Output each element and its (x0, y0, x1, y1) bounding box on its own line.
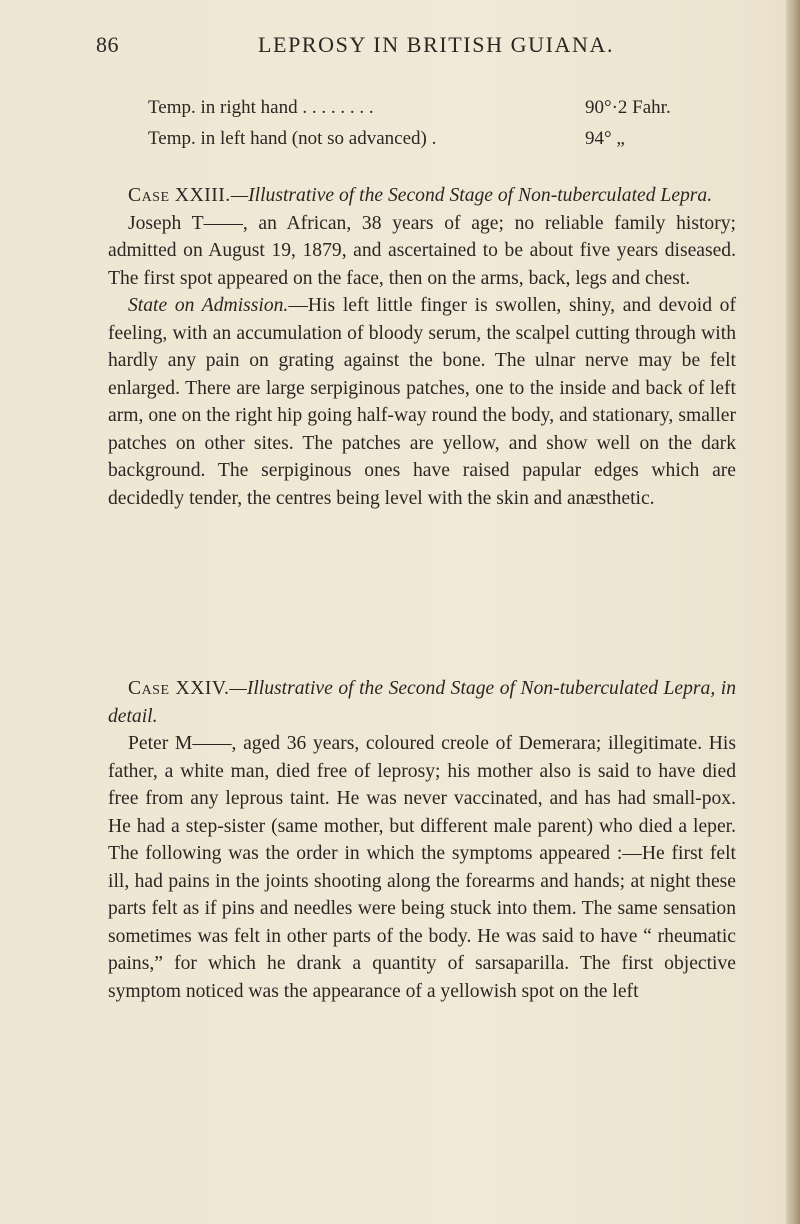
running-title: LEPROSY IN BRITISH GUIANA. (258, 32, 615, 57)
temp-value: 90°·2 Fahr. (585, 97, 671, 118)
case-title: —Illustrative of the Second Stage of Non-tuberculated Lepra, in detail. (108, 678, 736, 727)
temp-row-right (148, 92, 708, 123)
case-xxiii (108, 182, 736, 512)
case-intro-paragraph: Joseph T——, an African, 38 years of age; no reliable family history; admitted on August 19, 1879, and ascertained to be about five years diseased. The first spot appeared on the face, then on the arms, back, legs and chest. (108, 212, 736, 289)
temperature-table (148, 92, 708, 154)
case-intro-paragraph: Peter M——, aged 36 years, coloured creole of Demerara; illegitimate. His father, a white man, died free of leprosy; his mother also is said to have died free from any leprous taint. He was never vaccinated, and has had small-pox. He had a step-sister (same mother, but different male parent) who died a leper. The following was the order in which the symptoms appeared :—He first felt ill, had pains in the joints shooting along the forearms and hands; at night these parts felt as if pins and needles were being stuck into them. The same sensation sometimes was felt in other parts of the body. He was said to have “ rheumatic pains,” for which he drank a quantity of sarsaparilla. The first objective symptom noticed was the appearance of a yellowish spot on the left (108, 733, 736, 1002)
case-heading (108, 182, 736, 210)
temp-value: 94° „ (585, 128, 625, 149)
state-label: State on Admission. (128, 295, 289, 316)
temp-label: Temp. in left hand (not so advanced) . (148, 128, 437, 149)
temp-row-left (148, 123, 708, 154)
temp-label: Temp. in right hand . . . . . . . . (148, 97, 374, 118)
case-title: —Illustrative of the Second Stage of Non-tuberculated Lepra. (230, 185, 713, 206)
page-number: 86 (96, 32, 119, 57)
case-number: Case XXIV. (128, 678, 230, 699)
case-heading (108, 675, 736, 730)
page-edge (786, 0, 800, 1224)
page-header (0, 30, 800, 60)
case-number: Case XXIII. (128, 185, 231, 206)
state-paragraph (108, 292, 736, 512)
state-text: —His left little finger is swollen, shiny, and devoid of feeling, with an accumulation of bloody serum, the scalpel cutting through with hardly any pain on grating against the bone. The ulnar nerve may be felt enlarged. There are large serpiginous patches, one to the inside and back of left arm, one on the right hip going half-way round the body, and stationary, smaller patches on other sites. The patches are yellow, and show well on the dark background. The serpiginous ones have raised papular edges which are decidedly tender, the centres being level with the skin and anæsthetic. (108, 295, 736, 509)
case-xxiv (108, 675, 736, 1005)
